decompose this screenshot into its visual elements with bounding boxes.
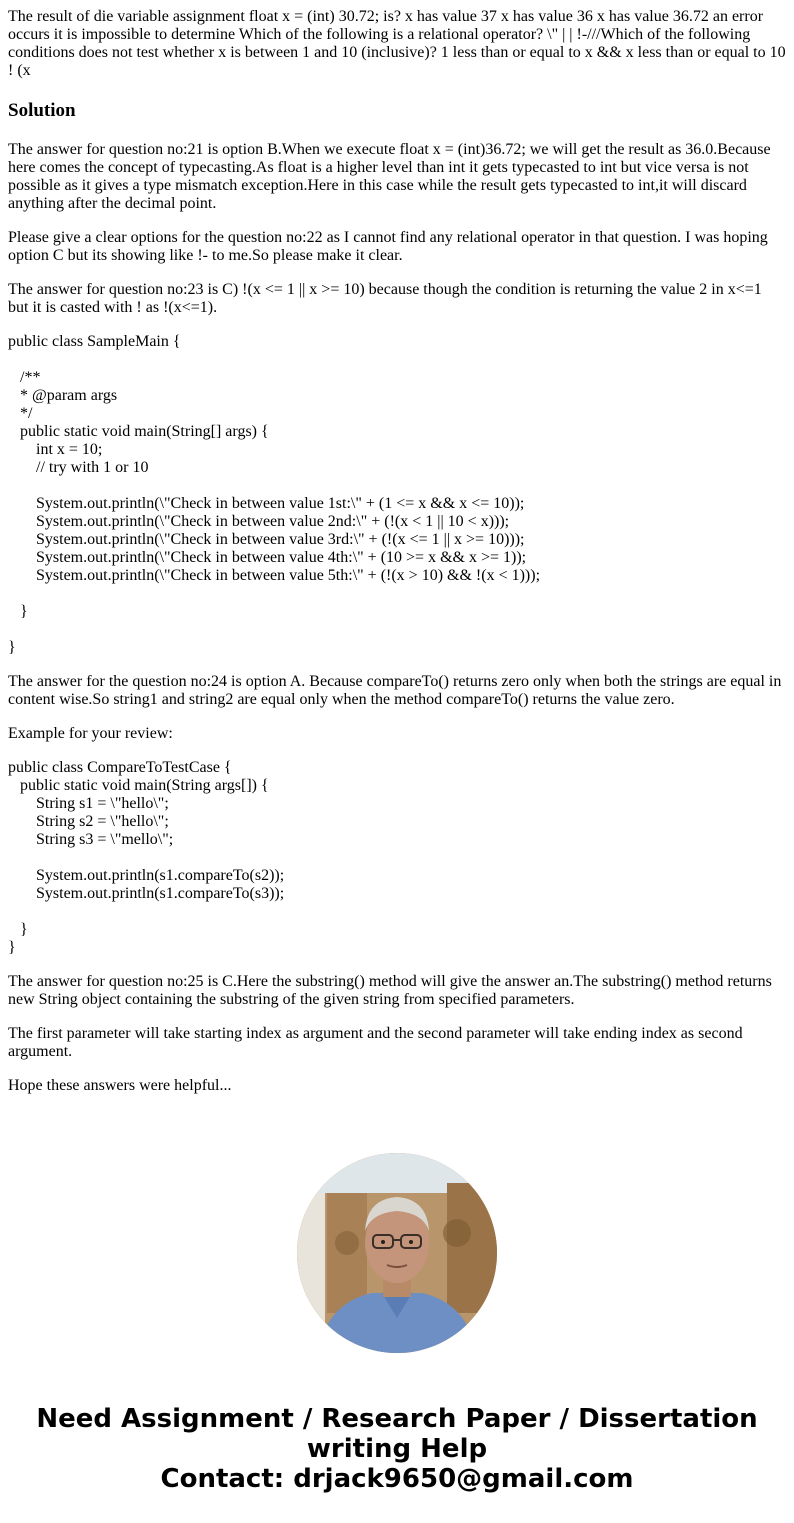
- author-avatar: [297, 1153, 497, 1353]
- promo-contact: Contact: drjack9650@gmail.com: [160, 1464, 634, 1494]
- example-intro: Example for your review:: [8, 725, 173, 742]
- question-text: The result of die variable assignment float x = (int) 30.72; is? x has value 37 x has value 36 x has value 36.72 an error occurs it is impossible to determine Which of the following is a relational operator? \" | | !-///Which of the following conditions does not test whether x is between 1 and 10 (inclusive)? 1 less than or equal to x && x less than or equal to 10 ! (x: [8, 8, 786, 79]
- code-sample-main: public class SampleMain { /** * @param args */ public static void main(String[] args) { int x = 10; // try with 1 or 10 System.out.println(\"Check in between value 1st:\" + (1 <= x && x <= 10)); System.out.println(\"Check in between value 2nd:\" + (!(x < 1 || 10 < x))); System.out.println(\"Check in between value 3rd:\" + (!(x <= 1 || x >= 10))); System.out.println(\"Check in between value 4th:\" + (10 >= x && x >= 1)); System.out.println(\"Check in between value 5th:\" + (!(x > 10) && !(x < 1))); } }: [8, 333, 541, 656]
- answer-q21: The answer for question no:21 is option B.When we execute float x = (int)36.72; we will get the result as 36.0.Because here comes the concept of typecasting.As float is a higher level than int it gets typecasted to int but vice versa is not possible as it gives a type mismatch exception.Here in this case while the result gets typecasted to int,it will discard anything after the decimal point.: [8, 141, 771, 212]
- answer-q24: The answer for the question no:24 is option A. Because compareTo() returns zero only when both the strings are equal in content wise.So string1 and string2 are equal only when the method compareTo() returns the value zero.: [8, 673, 782, 708]
- answer-q25: The answer for question no:25 is C.Here the substring() method will give the answer an.The substring() method returns new String object containing the substring of the given string from specified parameters.: [8, 973, 772, 1008]
- promo-line-1: Need Assignment / Research Paper / Dissertation: [36, 1404, 758, 1434]
- substring-params-note: The first parameter will take starting index as argument and the second parameter will take ending index as second argument.: [8, 1025, 743, 1060]
- answer-q23: The answer for question no:23 is C) !(x <= 1 || x >= 10) because though the condition is returning the value 2 in x<=1 but it is casted with ! as !(x<=1).: [8, 281, 762, 316]
- code-compare-to: public class CompareToTestCase { public static void main(String args[]) { String s1 = \"hello\"; String s2 = \"hello\"; String s3 = \"mello\"; System.out.println(s1.compareTo(s2)); System.out.println(s1.compareTo(s3)); } }: [8, 759, 285, 956]
- author-photo-icon: [297, 1153, 497, 1353]
- solution-heading: Solution: [8, 100, 76, 121]
- answer-q22: Please give a clear options for the question no:22 as I cannot find any relational operator in that question. I was hoping option C but its showing like !- to me.So please make it clear.: [8, 229, 768, 264]
- promo-line-2: writing Help: [306, 1434, 488, 1464]
- closing-note: Hope these answers were helpful...: [8, 1077, 232, 1094]
- promo-banner: [0, 1404, 794, 1494]
